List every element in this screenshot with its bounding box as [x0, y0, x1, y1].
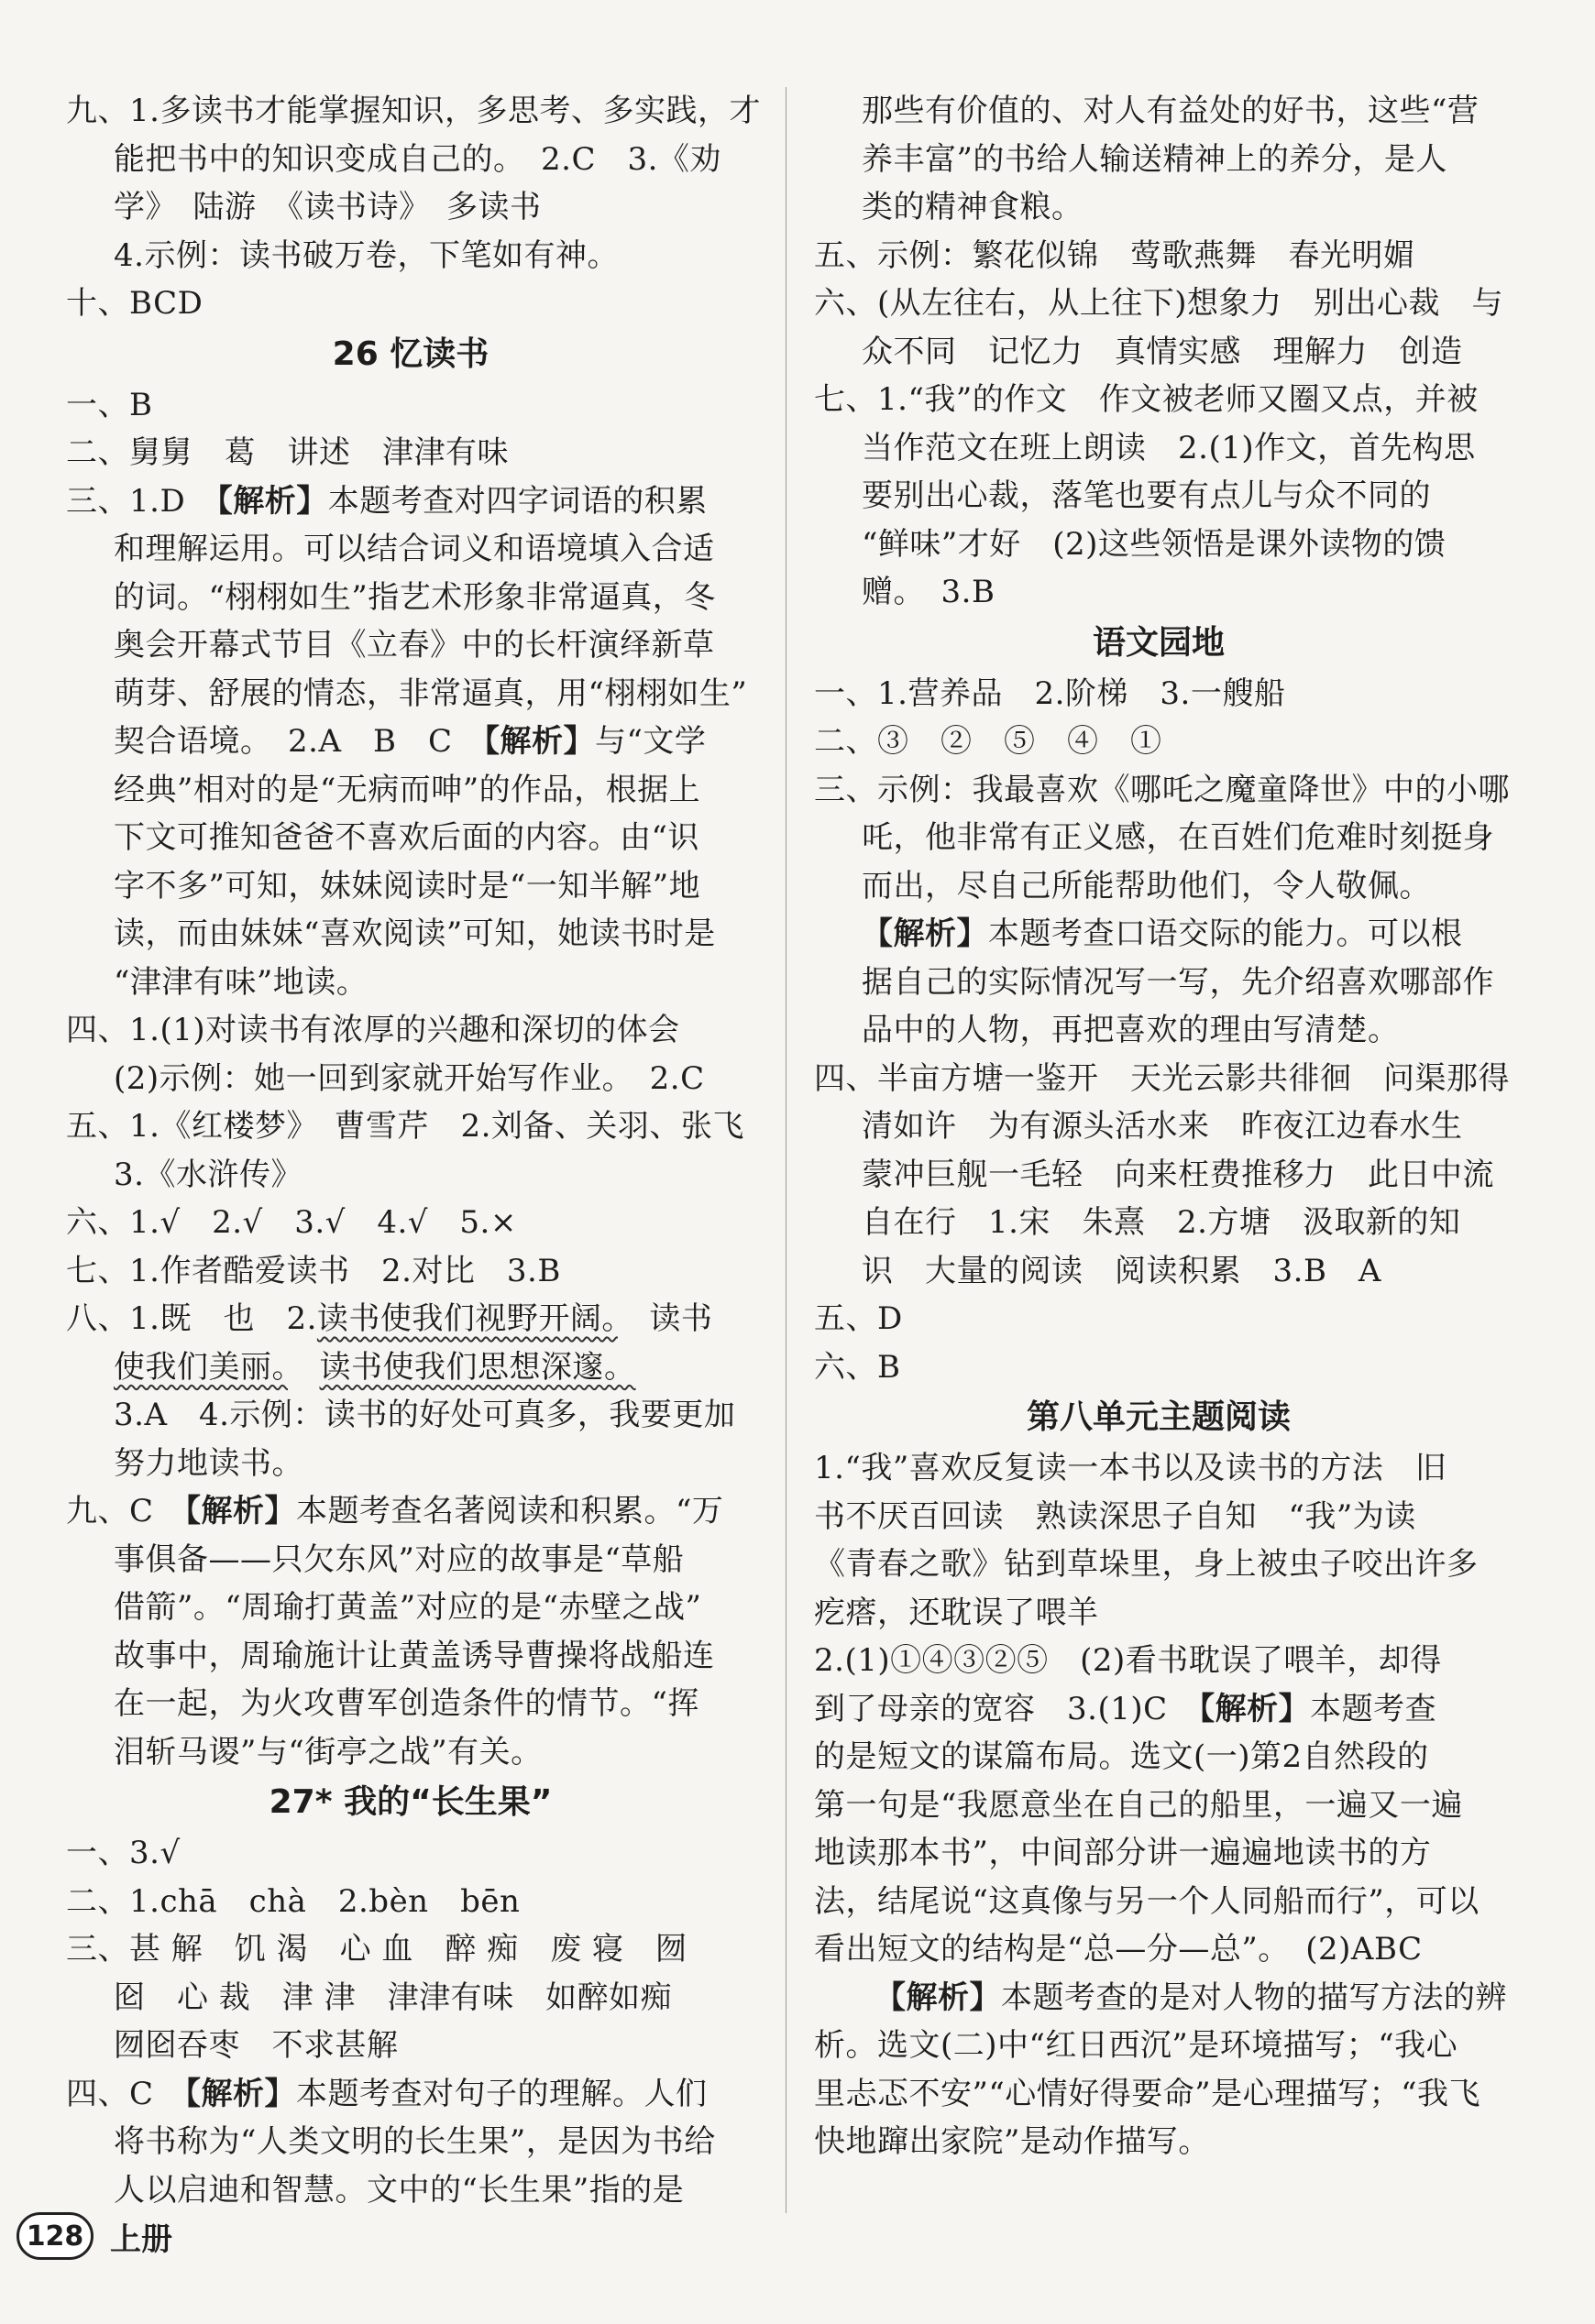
answer-line — [66, 574, 755, 622]
text-segment: 萌芽、舒展的情态，非常逼真，用“栩栩如生” — [114, 674, 748, 712]
page-footer — [16, 2204, 172, 2268]
answer-line — [814, 1733, 1503, 1781]
answer-line — [66, 183, 755, 232]
text-segment: 1.“我”喜欢反复读一本书以及读书的方法 旧 — [814, 1450, 1447, 1486]
answer-line — [814, 1493, 1503, 1541]
text-segment: 本题考查口语交际的能力。可以根 — [988, 915, 1463, 952]
answer-line — [814, 424, 1503, 473]
answer-line — [66, 718, 755, 766]
answer-line — [814, 1589, 1503, 1638]
text-segment: 七、1.作者酷爱读书 2.对比 3.B — [66, 1252, 561, 1289]
text-segment: 经典”相对的是“无病而呻”的作品，根据上 — [114, 771, 701, 808]
text-segment: 二、舅舅 葛 讲述 津津有味 — [66, 434, 509, 471]
text-segment: 类的精神食粮。 — [862, 189, 1084, 225]
answer-line — [66, 2022, 755, 2070]
text-segment: 疙瘩，还耽误了喂羊 — [814, 1594, 1099, 1631]
answer-line — [814, 1151, 1503, 1200]
text-segment: 的是短文的谋篇布局。选文(一)第2自然段的 — [814, 1738, 1429, 1775]
text-segment: 法，结尾说“这真像与另一个人同船而行”，可以 — [814, 1882, 1480, 1920]
answer-line — [66, 959, 755, 1007]
answer-line — [814, 521, 1503, 569]
answer-line — [814, 1637, 1503, 1685]
page-number-badge: 128 — [16, 2212, 94, 2260]
answer-line — [814, 1829, 1503, 1878]
answer-line — [66, 477, 755, 526]
text-segment: 读，而由妹妹“喜欢阅读”可知，她读书时是 — [114, 915, 716, 952]
answer-line — [814, 1247, 1503, 1296]
text-segment: 看出短文的结构是“总—分—总”。 (2)ABC — [814, 1931, 1423, 1968]
answer-line — [66, 381, 755, 430]
text-segment: 一、1.营养品 2.阶梯 3.一艘船 — [814, 674, 1286, 712]
text-segment: 品中的人物，再把喜欢的理由写清楚。 — [862, 1012, 1400, 1048]
answer-line — [66, 766, 755, 815]
answer-line — [66, 1829, 755, 1878]
text-segment: “津津有味”地读。 — [114, 963, 368, 1001]
answer-line — [66, 1974, 755, 2023]
answer-line — [814, 1925, 1503, 1974]
text-segment: 《劝 — [657, 140, 721, 178]
text-segment: 里忐忑不安”“心情好得要命”是心理描写；“我飞 — [814, 2075, 1481, 2112]
answer-line — [66, 1247, 755, 1296]
text-segment: 下文可推知爸爸不喜欢后面的内容。由“识 — [114, 819, 699, 856]
volume-label: 上册 — [110, 2220, 172, 2258]
text-segment: 五、1.《红楼梦》 曹雪芹 2.刘备、关羽、张飞 — [66, 1108, 744, 1145]
text-segment: 四、1.(1)对读书有浓厚的兴趣和深切的体会 — [66, 1012, 680, 1048]
left-answer-column — [66, 87, 761, 2214]
answer-line — [814, 1540, 1503, 1589]
answer-line — [814, 670, 1503, 718]
text-segment: 故事中，周瑜施计让黄盖诱导曹操将战船连 — [114, 1637, 715, 1674]
text-segment: “鲜味”才好 (2)这些领悟是课外读物的馈 — [862, 525, 1446, 563]
answer-line — [814, 1685, 1503, 1734]
text-segment: 第一句是“我愿意坐在自己的船里，一遍又一遍 — [814, 1786, 1463, 1824]
text-segment: 学》 陆游 《读书诗》 多读书 — [114, 189, 542, 225]
text-segment: 众不同 记忆力 真情实感 理解力 创造 — [862, 333, 1463, 370]
text-segment: 九、C — [66, 1493, 186, 1529]
answer-line — [66, 1343, 755, 1392]
answer-line — [66, 87, 761, 136]
text-segment: 四、C — [66, 2075, 186, 2112]
answer-line — [66, 862, 755, 911]
text-segment: 一、3.√ — [66, 1835, 181, 1871]
text-segment: 二、③ ② ⑤ ④ ① — [814, 723, 1162, 760]
analysis-tag: 【解析】 — [185, 2075, 297, 2112]
text-segment: 契合语境。 2.A B C — [114, 723, 484, 760]
analysis-tag: 【解析】 — [484, 723, 595, 760]
text-segment: 快地蹿出家院”是动作描写。 — [814, 2123, 1210, 2160]
text-segment: 要别出心裁，落笔也要有点儿与众不同的 — [862, 477, 1431, 514]
text-segment: 五、示例：繁花似锦 莺歌燕舞 春光明媚 — [814, 236, 1415, 274]
text-segment: 1.多读书才能掌握知识，多思考、多实践，才 — [129, 93, 761, 129]
answer-line — [66, 1391, 755, 1440]
answer-line — [66, 1151, 755, 1200]
text-segment: 蒙冲巨舰一毛轻 向来枉费推移力 此日中流 — [862, 1156, 1494, 1193]
text-segment: 六、1.√ 2.√ 3.√ 4.√ 5.× — [66, 1204, 517, 1241]
answer-line — [66, 1680, 755, 1728]
answer-line — [66, 1584, 755, 1632]
section-title — [66, 328, 755, 381]
answer-line — [66, 1199, 755, 1247]
text-segment: 能把书中的知识变成自己的。 — [114, 140, 541, 178]
answer-line — [66, 429, 755, 477]
text-segment: 识 大量的阅读 阅读积累 3.B A — [862, 1252, 1381, 1289]
answer-line — [814, 232, 1503, 280]
answer-line — [66, 136, 755, 184]
answer-line — [814, 959, 1503, 1007]
text-segment: 奥会开幕式节目《立春》中的长杆演绎新草 — [114, 627, 715, 663]
text-segment: 二、1.chā chà 2.bèn bēn — [66, 1882, 521, 1920]
answer-line — [66, 1925, 755, 1974]
wavy-underlined-text: 读书使我们思想深邃。 — [319, 1348, 636, 1386]
answer-line — [66, 1878, 755, 1926]
answer-line — [66, 280, 755, 328]
section-title-text: 26 忆读书 — [332, 334, 490, 373]
text-segment: 泪斩马谡”与“街亭之战”有关。 — [114, 1733, 543, 1770]
text-segment: 赠。 3.B — [862, 574, 996, 610]
text-segment — [288, 1349, 320, 1386]
answer-line — [814, 1444, 1503, 1493]
text-segment: 地读那本书”，中间部分讲一遍遍地读书的方 — [814, 1835, 1432, 1871]
answer-line — [66, 910, 755, 959]
text-segment: 本题考查对句子的理解。人们 — [296, 2075, 708, 2112]
text-segment: 4.示例：读书破万卷，下笔如有神。 — [114, 236, 619, 274]
answer-line — [66, 1440, 755, 1488]
text-segment: 读书 — [617, 1300, 713, 1337]
answer-line — [814, 1878, 1503, 1926]
text-segment: 《青春之歌》钻到草垛里，身上被虫子咬出许多 — [814, 1546, 1479, 1583]
text-segment: 六、(从左往右，从上往下)想象力 别出心裁 与 — [814, 285, 1504, 322]
text-segment: 一、B — [66, 386, 153, 423]
text-segment: 书不厌百回读 熟读深思子自知 “我”为读 — [814, 1497, 1416, 1535]
answer-line — [814, 328, 1503, 377]
analysis-tag: 【解析】 — [862, 915, 988, 952]
answer-line — [814, 766, 1510, 815]
text-segment: 那些有价值的、对人有益处的好书，这些“营 — [862, 93, 1480, 129]
text-segment: 到了母亲的宽容 3.(1)C — [814, 1690, 1200, 1727]
answer-line — [814, 1055, 1510, 1103]
answer-line — [814, 568, 1503, 617]
analysis-tag: 【解析】 — [216, 482, 328, 520]
answer-line — [66, 814, 755, 862]
answer-line — [814, 718, 1503, 766]
text-segment: 本题考查名著阅读和积累。“万 — [296, 1493, 724, 1529]
text-segment: 人以启迪和智慧。文中的“长生果”指的是 — [114, 2171, 685, 2209]
text-segment: 吒，他非常有正义感，在百姓们危难时刻挺身 — [862, 819, 1494, 856]
text-segment: 2.(1)①④③②⑤ (2)看书耽误了喂羊，却得 — [814, 1642, 1442, 1679]
answer-line — [66, 670, 755, 718]
text-segment: 3.A 4.示例：读书的好处可真多，我要更加 — [114, 1397, 736, 1433]
answer-line — [814, 87, 1503, 136]
answer-line — [66, 525, 755, 574]
text-segment: (2)示例：她一回到家就开始写作业。 2.C — [114, 1059, 705, 1097]
answer-line — [814, 183, 1503, 232]
analysis-tag: 【解析】 — [185, 1493, 297, 1529]
section-title-text: 第八单元主题阅读 — [1026, 1398, 1291, 1436]
text-segment: 十、BCD — [66, 285, 204, 322]
wavy-underlined-text: 读书使我们视野开阔。 — [316, 1300, 618, 1337]
text-segment: 3.《水浒传》 — [114, 1156, 302, 1193]
text-segment: 字不多”可知，妹妹阅读时是“一知半解”地 — [114, 867, 701, 904]
section-title-text: 27* 我的“长生果” — [269, 1783, 553, 1821]
answer-line — [66, 1487, 755, 1536]
text-segment: 将书称为“人类文明的长生果”，是因为书给 — [114, 2123, 716, 2160]
text-segment: 自在行 1.宋 朱熹 2.方塘 汲取新的知 — [862, 1204, 1461, 1241]
section-title-text: 语文园地 — [1092, 623, 1225, 662]
right-answer-column — [814, 87, 1510, 2166]
section-title — [814, 1391, 1503, 1444]
answer-line — [814, 910, 1503, 959]
text-segment: 与“文学 — [595, 723, 707, 760]
text-segment: 七、1.“我”的作文 作文被老师又圈又点，并被 — [814, 381, 1479, 418]
answer-line — [66, 1055, 755, 1103]
text-segment: 在一起，为火攻曹军创造条件的情节。“挥 — [114, 1685, 699, 1722]
text-segment: 五、D — [814, 1300, 903, 1337]
answer-line — [814, 1343, 1503, 1392]
answer-line — [814, 2022, 1503, 2070]
answer-line — [66, 2118, 755, 2166]
answer-line — [66, 232, 755, 280]
answer-line — [814, 280, 1503, 328]
text-segment: 六、B — [814, 1348, 901, 1386]
answer-line — [814, 472, 1503, 521]
answer-line — [66, 1102, 755, 1151]
answer-line — [814, 376, 1503, 424]
text-segment: 2.C 3. — [541, 140, 658, 178]
text-segment: 借箭”。“周瑜打黄盖”对应的是“赤壁之战” — [114, 1589, 702, 1626]
answer-line — [814, 814, 1503, 862]
text-segment: 八、1.既 也 2. — [66, 1300, 317, 1337]
text-segment: 三、示例：我最喜欢《哪吒之魔童降世》中的小哪 — [814, 771, 1510, 808]
answer-line — [66, 621, 755, 670]
answer-line — [814, 2118, 1503, 2166]
text-segment: 的词。“栩栩如生”指艺术形象非常逼真，冬 — [114, 578, 716, 616]
answer-line — [814, 136, 1503, 184]
analysis-tag: 【解析】 — [1199, 1690, 1311, 1727]
text-segment: 当作范文在班上朗读 2.(1)作文，首先构思 — [862, 429, 1476, 466]
answer-line — [814, 1781, 1503, 1830]
answer-line — [66, 1632, 755, 1681]
text-segment: 囫囵吞枣 不求甚解 — [114, 2027, 399, 2064]
answer-line — [814, 2070, 1503, 2119]
text-segment: 三、1.D — [66, 482, 217, 520]
text-segment: 三、甚 解 饥 渴 心 血 醉 痴 废 寝 囫 — [66, 1931, 688, 1968]
wavy-underlined-text: 使我们美丽。 — [114, 1348, 288, 1386]
answer-line — [66, 2070, 755, 2119]
text-segment: 析。选文(二)中“红日西沉”是环境描写；“我心 — [814, 2027, 1458, 2064]
text-segment: 本题考查的是对人物的描写方法的辨 — [1001, 1979, 1507, 2016]
analysis-tag: 【解析】 — [874, 1979, 1001, 2016]
text-segment: 和理解运用。可以结合词义和语境填入合适 — [114, 531, 715, 567]
text-segment: 努力地读书。 — [114, 1444, 303, 1482]
text-segment: 四、半亩方塘一鉴开 天光云影共徘徊 问渠那得 — [814, 1059, 1510, 1097]
answer-line — [814, 1974, 1507, 2023]
answer-line — [814, 1006, 1503, 1055]
answer-line — [66, 1728, 755, 1777]
text-segment: 事俱备——只欠东风”对应的故事是“草船 — [114, 1540, 685, 1578]
answer-line — [66, 1536, 755, 1584]
text-segment: 囵 心 裁 津 津 津津有味 如醉如痴 — [114, 1979, 673, 2016]
text-segment: 而出，尽自己所能帮助他们，令人敬佩。 — [862, 867, 1431, 904]
text-segment: 据自己的实际情况写一写，先介绍喜欢哪部作 — [862, 963, 1494, 1001]
section-title — [814, 617, 1503, 670]
text-segment: 九、 — [66, 93, 129, 129]
text-segment: 本题考查对四字词语的积累 — [327, 482, 708, 520]
text-segment: 清如许 为有源头活水来 昨夜江边春水生 — [862, 1108, 1463, 1145]
text-segment: 本题考查 — [1310, 1690, 1437, 1727]
answer-line — [814, 1102, 1503, 1151]
section-title — [66, 1776, 755, 1829]
answer-line — [814, 862, 1503, 911]
answer-line — [66, 1295, 755, 1343]
answer-line — [66, 1006, 755, 1055]
answer-line — [814, 1295, 1503, 1343]
answer-line — [814, 1199, 1503, 1247]
text-segment: 养丰富”的书给人输送精神上的养分，是人 — [862, 140, 1447, 178]
